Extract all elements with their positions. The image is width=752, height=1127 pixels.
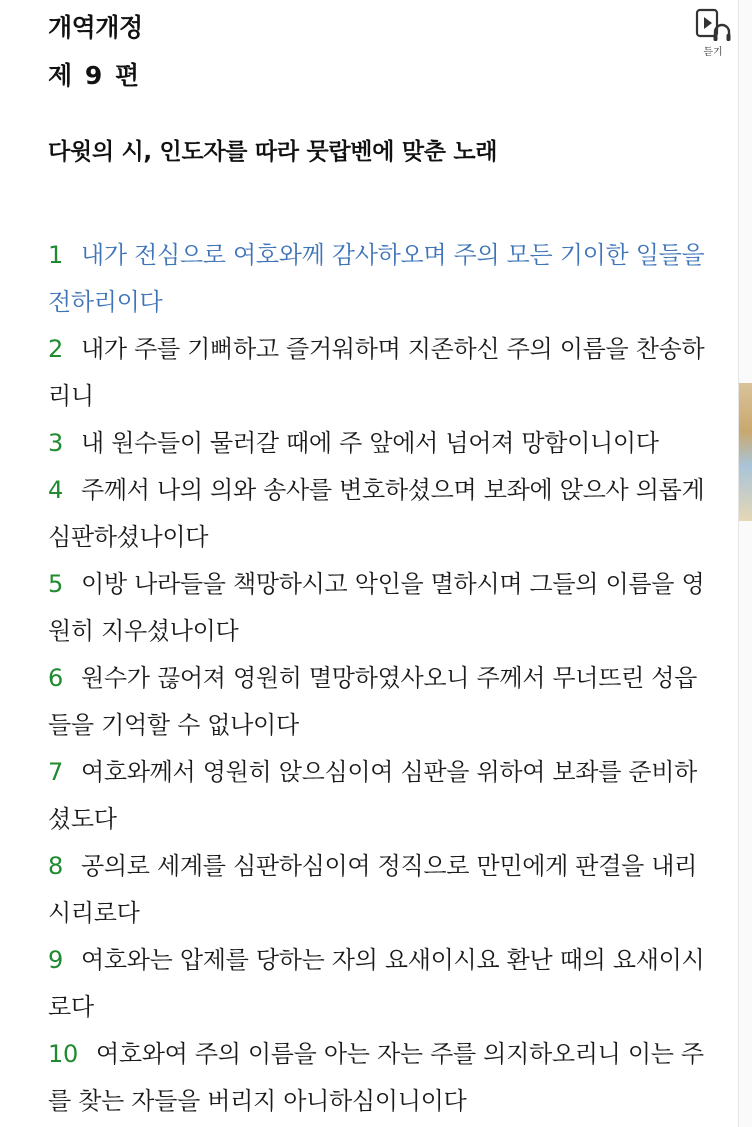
verse-text: 여호와여 주의 이름을 아는 자는 주를 의지하오리니 이는 주를 찾는 자들을 버리지 아니하심이니이다 — [48, 1040, 704, 1115]
play-headphones-icon — [695, 8, 731, 44]
verse-5[interactable] — [48, 561, 718, 655]
verse-number: 5 — [48, 570, 63, 598]
verse-9[interactable] — [48, 937, 718, 1031]
verse-text: 내 원수들이 물러갈 때에 주 앞에서 넘어져 망함이니이다 — [80, 429, 659, 457]
verse-number: 3 — [48, 429, 63, 457]
version-title: 개역개정 — [48, 13, 143, 42]
adjacent-panel-edge — [739, 0, 752, 1127]
chapter-title: 제 9 편 — [48, 61, 140, 90]
verse-number: 2 — [48, 335, 63, 363]
verse-8[interactable] — [48, 843, 718, 937]
verse-number: 4 — [48, 476, 63, 504]
verse-number: 9 — [48, 946, 63, 974]
verse-number: 10 — [48, 1040, 78, 1068]
verse-3[interactable] — [48, 420, 718, 467]
verse-7[interactable] — [48, 749, 718, 843]
verse-number: 1 — [48, 241, 63, 269]
verse-text: 내가 전심으로 여호와께 감사하오며 주의 모든 기이한 일들을 전하리이다 — [48, 241, 705, 316]
verse-text: 공의로 세계를 심판하심이여 정직으로 만민에게 판결을 내리시리로다 — [48, 852, 698, 927]
verse-text: 주께서 나의 의와 송사를 변호하셨으며 보좌에 앉으사 의롭게 심판하셨나이다 — [48, 476, 705, 551]
listen-button[interactable] — [692, 6, 734, 58]
verse-number: 7 — [48, 758, 63, 786]
verse-list — [48, 232, 718, 1125]
verse-text: 여호와께서 영원히 앉으심이여 심판을 위하여 보좌를 준비하셨도다 — [48, 758, 698, 833]
listen-label: 듣기 — [703, 47, 723, 58]
verse-4[interactable] — [48, 467, 718, 561]
psalm-superscription: 다윗의 시, 인도자를 따라 뭇랍벤에 맞춘 노래 — [48, 139, 498, 165]
verse-10[interactable] — [48, 1031, 718, 1125]
verse-number: 8 — [48, 852, 63, 880]
verse-text: 내가 주를 기뻐하고 즐거워하며 지존하신 주의 이름을 찬송하리니 — [48, 335, 705, 410]
verse-2[interactable] — [48, 326, 718, 420]
adjacent-image-edge — [739, 383, 752, 521]
verse-text: 여호와는 압제를 당하는 자의 요새이시요 환난 때의 요새이시로다 — [48, 946, 705, 1021]
verse-number: 6 — [48, 664, 63, 692]
verse-6[interactable] — [48, 655, 718, 749]
verse-1[interactable] — [48, 232, 718, 326]
verse-text: 원수가 끊어져 영원히 멸망하였사오니 주께서 무너뜨린 성읍들을 기억할 수 없나이다 — [48, 664, 698, 739]
verse-text: 이방 나라들을 책망하시고 악인을 멸하시며 그들의 이름을 영원히 지우셨나이다 — [48, 570, 705, 645]
